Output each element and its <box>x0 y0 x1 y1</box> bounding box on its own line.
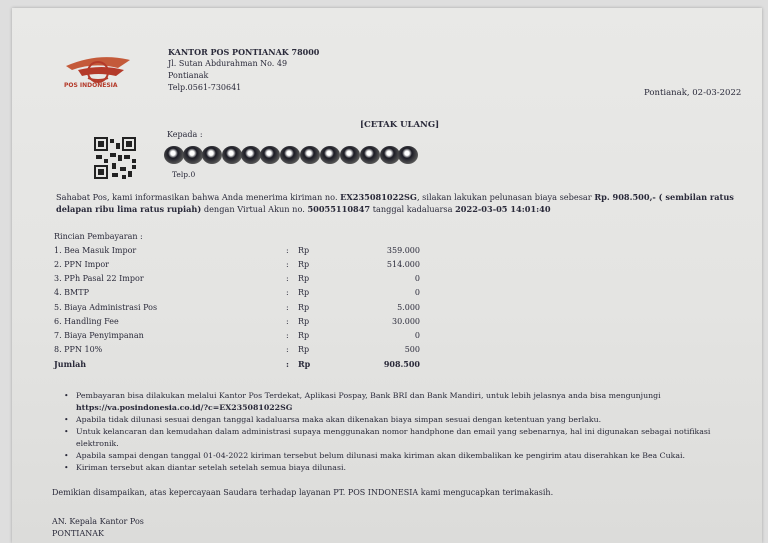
note-text: Pembayaran bisa dilakukan melalui Kantor Pos Terdekat, Aplikasi Pospay, Bank BRI dan Bank Mandiri, untuk lebih jelasnya anda bisa mengunjungi <box>76 391 661 400</box>
row-colon: : <box>286 317 289 326</box>
intro-text: tanggal kadaluarsa <box>370 204 456 214</box>
note-item <box>64 426 754 450</box>
row-colon: : <box>286 288 289 297</box>
letter-date: Pontianak, 02-03-2022 <box>644 88 742 98</box>
recipient-name-redacted <box>164 142 420 168</box>
amount-due: Rp. 908.500,- ( sembilan ratus delapan ribu lima ratus rupiah) <box>56 192 734 214</box>
breakdown-row <box>54 245 424 257</box>
row-colon: : <box>286 260 289 269</box>
row-label: 1. Bea Masuk Impor <box>54 246 137 255</box>
breakdown-row <box>54 287 424 299</box>
note-item <box>64 450 754 462</box>
breakdown-row <box>54 344 424 356</box>
row-amount: 0 <box>414 288 420 297</box>
notes-list <box>64 390 754 474</box>
breakdown-row <box>54 330 424 342</box>
row-currency: Rp <box>298 303 310 312</box>
row-colon: : <box>286 345 289 354</box>
row-label: 5. Biaya Administrasi Pos <box>54 303 158 312</box>
breakdown-title: Rincian Pembayaran : <box>54 232 143 241</box>
intro-text: , silakan lakukan pelunasan biaya sebesar <box>416 192 595 202</box>
row-currency: Rp <box>298 274 310 283</box>
row-label: 8. PPN 10% <box>54 345 103 354</box>
row-amount: 500 <box>404 345 420 354</box>
total-currency: Rp <box>298 359 311 369</box>
office-city: Pontianak <box>168 71 209 80</box>
breakdown-row <box>54 259 424 271</box>
recipient-phone: Telp.0 <box>172 170 196 179</box>
row-label: 3. PPh Pasal 22 Impor <box>54 274 144 283</box>
row-colon: : <box>286 331 289 340</box>
signature-title: AN. Kepala Kantor Pos <box>52 517 144 526</box>
office-name: KANTOR POS PONTIANAK 78000 <box>168 47 320 57</box>
intro-paragraph <box>56 191 746 215</box>
row-label: 6. Handling Fee <box>54 317 119 326</box>
signature-block <box>52 516 144 540</box>
row-amount: 514.000 <box>386 260 420 269</box>
row-amount: 359.000 <box>386 246 420 255</box>
letter-paper <box>12 8 762 543</box>
row-currency: Rp <box>298 260 310 269</box>
row-currency: Rp <box>298 288 310 297</box>
expiry-date: 2022-03-05 14:01:40 <box>455 204 551 214</box>
row-label: 2. PPN Impor <box>54 260 109 269</box>
row-amount: 0 <box>414 274 420 283</box>
recipient-label: Kepada : <box>167 130 203 139</box>
row-colon: : <box>286 246 289 255</box>
row-currency: Rp <box>298 331 310 340</box>
note-item <box>64 462 754 474</box>
intro-text: Sahabat Pos, kami informasikan bahwa Anda menerima kiriman no. <box>56 192 341 202</box>
row-label: 7. Biaya Penyimpanan <box>54 331 144 340</box>
breakdown-total-row <box>54 358 424 370</box>
row-amount: 5.000 <box>397 303 420 312</box>
total-label: Jumlah <box>54 359 87 369</box>
note-item <box>64 390 754 414</box>
breakdown-row <box>54 273 424 285</box>
row-amount: 0 <box>414 331 420 340</box>
breakdown-row <box>54 302 424 314</box>
breakdown-row <box>54 316 424 328</box>
row-amount: 30.000 <box>392 317 420 326</box>
row-currency: Rp <box>298 246 310 255</box>
office-phone: Telp.0561-730641 <box>168 83 242 92</box>
closing-statement: Demikian disampaikan, atas kepercayaan Saudara terhadap layanan PT. POS INDONESIA kami mengucapkan terimakasih. <box>52 488 554 497</box>
row-currency: Rp <box>298 317 310 326</box>
virtual-account-number: 50055110847 <box>307 204 371 214</box>
reprint-label: [CETAK ULANG] <box>360 120 440 130</box>
row-label: 4. BMTP <box>54 288 89 297</box>
note-text: Kiriman tersebut akan diantar setelah setelah semua biaya dilunasi. <box>76 463 346 472</box>
office-address: Jl. Sutan Abdurahman No. 49 <box>168 59 288 68</box>
intro-text: dengan Virtual Akun no. <box>201 204 308 214</box>
logo-text: POS INDONESIA <box>64 82 118 89</box>
total-colon: : <box>286 359 289 369</box>
row-currency: Rp <box>298 345 310 354</box>
shipment-number: EX235081022SG <box>340 192 417 202</box>
payment-url-link[interactable]: https://va.posindonesia.co.id/?c=EX235081022SG <box>76 403 293 412</box>
qr-code-icon <box>94 137 136 179</box>
note-text: Apabila tidak dilunasi sesuai dengan tanggal kadaluarsa maka akan dikenakan biaya simpan sesuai dengan ketentuan yang berlaku. <box>76 415 602 424</box>
note-item <box>64 414 754 426</box>
row-colon: : <box>286 274 289 283</box>
row-colon: : <box>286 303 289 312</box>
signature-office: PONTIANAK <box>52 529 104 538</box>
note-text: Untuk kelancaran dan kemudahan dalam administrasi supaya menggunakan nomor handphone dan email yang sebenarnya, hal ini digunakan sebagai notifikasi elektronik. <box>76 427 711 448</box>
total-amount: 908.500 <box>383 359 420 369</box>
office-info <box>168 46 319 94</box>
note-text: Apabila sampai dengan tanggal 01-04-2022 kiriman tersebut belum dilunasi maka kiriman akan dikembalikan ke pengirim atau diserahkan ke Bea Cukai. <box>76 451 686 460</box>
